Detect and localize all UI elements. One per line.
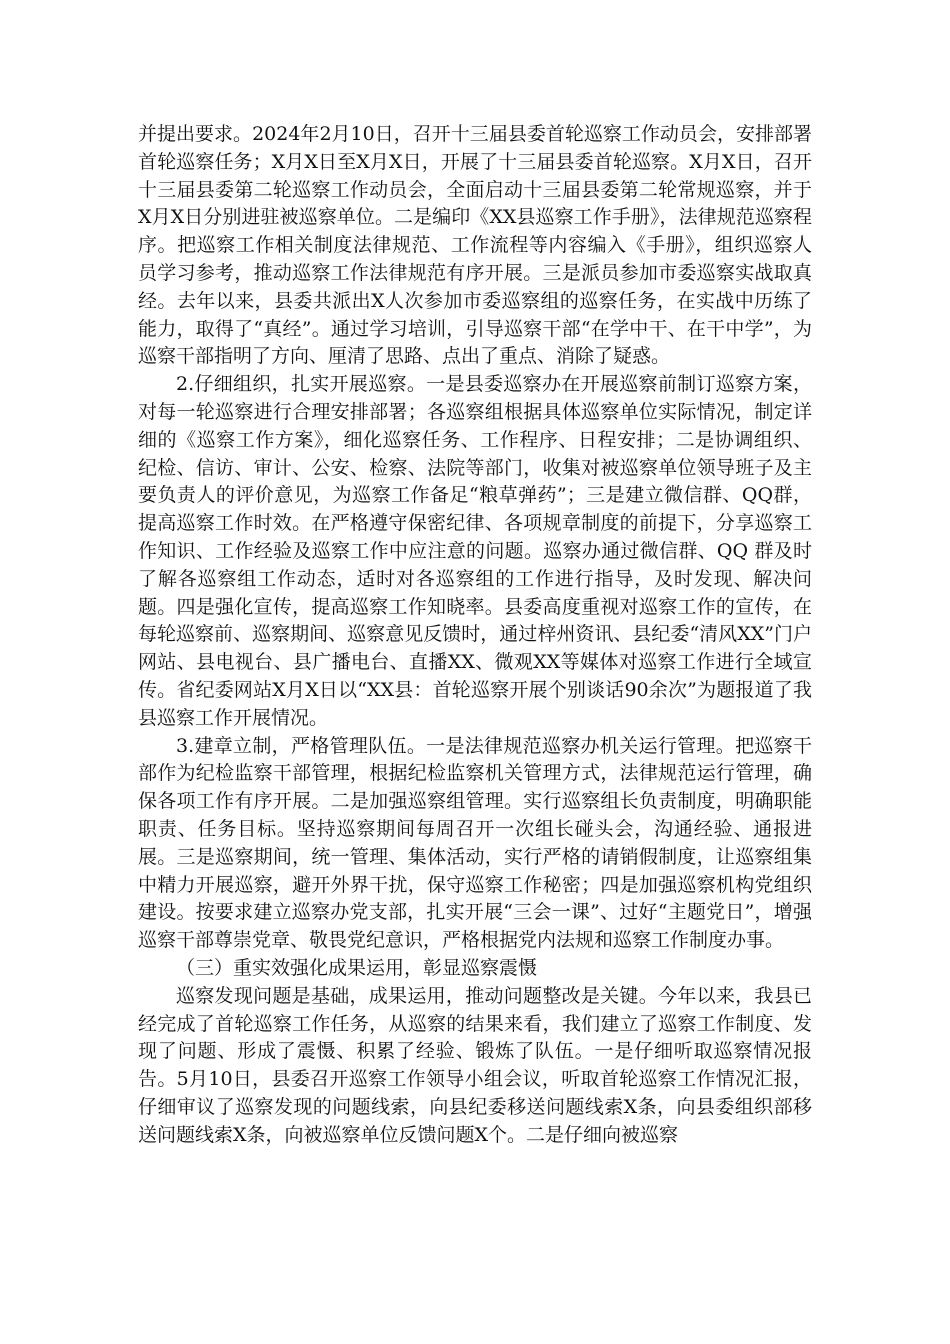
- section-heading: （三）重实效强化成果运用，彰显巡察震慑: [176, 956, 538, 979]
- document-body: [138, 121, 812, 1149]
- paragraph-results: 巡察发现问题是基础，成果运用，推动问题整改是关键。今年以来，我县已经完成了首轮巡察工作任务，从巡察的结果来看，我们建立了巡察工作制度、发现了问题、形成了震慑、积累了经验、锻炼了队伍。一是仔细听取巡察情况报告。5月10日，县委召开巡察工作领导小组会议，听取首轮巡察工作情况汇报，仔细审议了巡察发现的问题线索，向县纪委移送问题线索X条，向县委组织部移送问题线索X条，向被巡察单位反馈问题X个。二是仔细向被巡察: [138, 984, 812, 1146]
- paragraph-section-3: 3.建章立制，严格管理队伍。一是法律规范巡察办机关运行管理。把巡察干部作为纪检监察干部管理，根据纪检监察机关管理方式，法律规范运行管理，确保各项工作有序开展。二是加强巡察组管理。实行巡察组长负责制度，明确职能职责、任务目标。坚持巡察期间每周召开一次组长碰头会，沟通经验、通报进展。三是巡察期间，统一管理、集体活动，实行严格的请销假制度，让巡察组集中精力开展巡察，避开外界干扰，保守巡察工作秘密；四是加强巡察机构党组织建设。按要求建立巡察办党支部，扎实开展“三会一课”、过好“主题党日”，增强巡察干部尊崇党章、敬畏党纪意识，严格根据党内法规和巡察工作制度办事。: [138, 734, 812, 952]
- paragraph-continuation: 并提出要求。2024年2月10日，召开十三届县委首轮巡察工作动员会，安排部署首轮巡察任务；X月X日至X月X日，开展了十三届县委首轮巡察。X月X日，召开十三届县委第二轮巡察工作动员会，全面启动十三届县委第二轮常规巡察，并于X月X日分别进驻被巡察单位。二是编印《XX县巡察工作手册》，法律规范巡察程序。把巡察工作相关制度法律规范、工作流程等内容编入《手册》，组织巡察人员学习参考，推动巡察工作法律规范有序开展。三是派员参加市委巡察实战取真经。去年以来，县委共派出X人次参加市委巡察组的巡察任务，在实战中历练了能力，取得了“真经”。通过学习培训，引导巡察干部“在学中干、在干中学”，为巡察干部指明了方向、厘清了思路、点出了重点、消除了疑惑。: [138, 123, 812, 368]
- paragraph-section-2: 2.仔细组织，扎实开展巡察。一是县委巡察办在开展巡察前制订巡察方案，对每一轮巡察进行合理安排部署；各巡察组根据具体巡察单位实际情况，制定详细的《巡察工作方案》，细化巡察任务、工作程序、日程安排；二是协调组织、纪检、信访、审计、公安、检察、法院等部门，收集对被巡察单位领导班子及主要负责人的评价意见，为巡察工作备足“粮草弹药”；三是建立微信群、QQ群，提高巡察工作时效。在严格遵守保密纪律、各项规章制度的前提下，分享巡察工作知识、工作经验及巡察工作中应注意的问题。巡察办通过微信群、QQ 群及时了解各巡察组工作动态，适时对各巡察组的工作进行指导，及时发现、解决问题。四是强化宣传，提高巡察工作知晓率。县委高度重视对巡察工作的宣传，在每轮巡察前、巡察期间、巡察意见反馈时，通过梓州资讯、县纪委“清风XX”门户网站、县电视台、县广播电台、直播XX、微观XX等媒体对巡察工作进行全域宣传。省纪委网站X月X日以“XX县：首轮巡察开展个别谈话90余次”为题报道了我县巡察工作开展情况。: [138, 373, 812, 729]
